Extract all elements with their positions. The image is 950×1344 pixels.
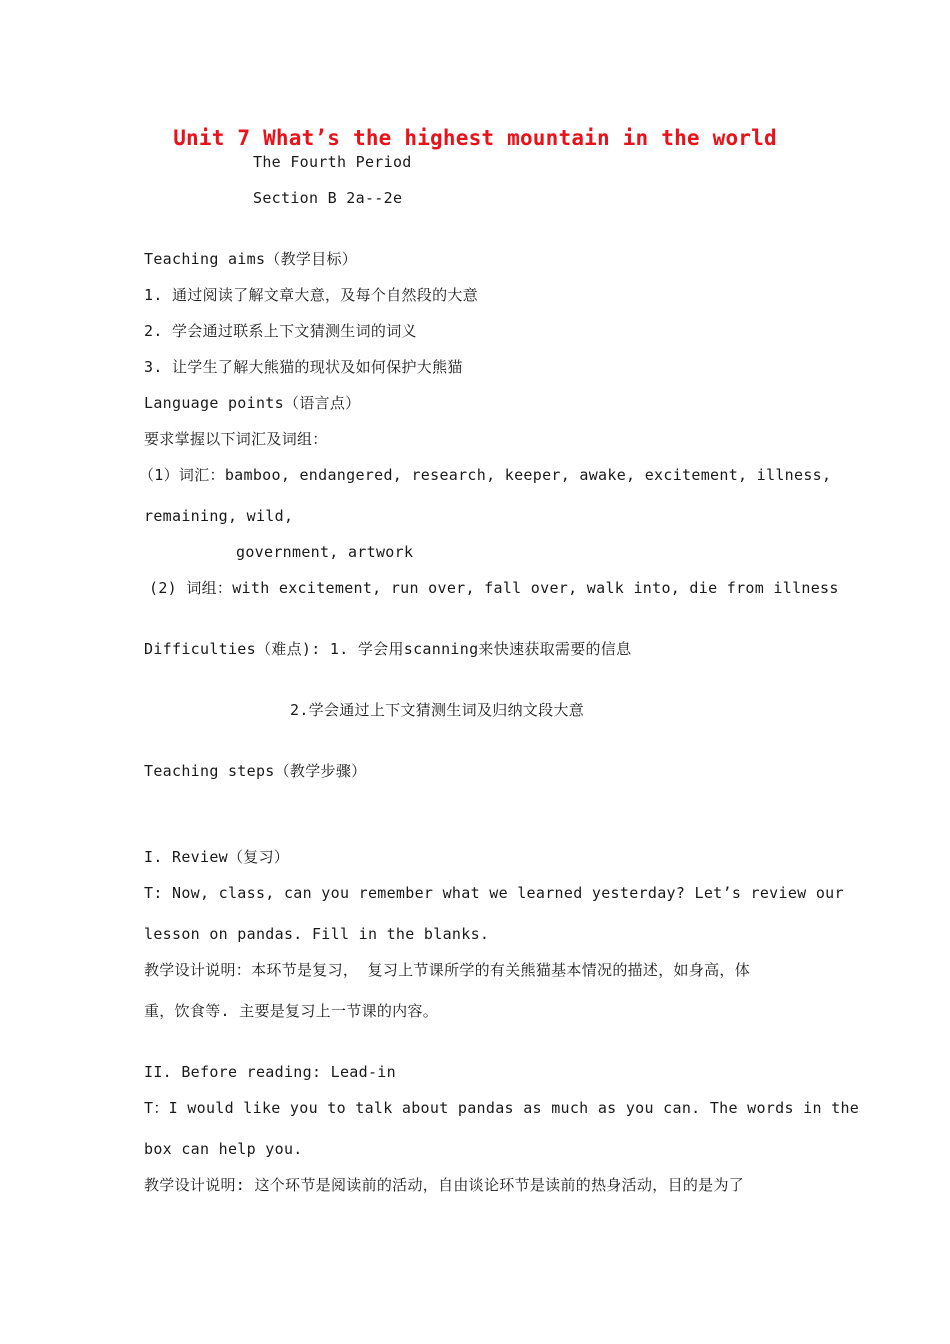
phrases-line: (2) 词组：with excitement, run over, fall over, walk into, die from illness: [149, 579, 839, 597]
review-heading: I. Review（复习）: [144, 848, 290, 866]
vocabulary-line-1: （1）词汇：bamboo, endangered, research, keeper, awake, excitement, illness,: [139, 466, 832, 484]
before-teacher-line-2: box can help you.: [144, 1140, 303, 1158]
aim-item-3: 3. 让学生了解大熊猫的现状及如何保护大熊猫: [144, 358, 463, 376]
aim-item-1: 1. 通过阅读了解文章大意，及每个自然段的大意: [144, 286, 478, 304]
review-teacher-line-1: T: Now, class, can you remember what we learned yesterday? Let’s review our: [144, 884, 844, 902]
aim-item-2: 2. 学会通过联系上下文猜测生词的词义: [144, 322, 417, 340]
teaching-steps-heading: Teaching steps（教学步骤）: [144, 762, 367, 780]
review-teacher-line-2: lesson on pandas. Fill in the blanks.: [144, 925, 490, 943]
review-design-note-line-1: 教学设计说明：本环节是复习， 复习上节课所学的有关熊猫基本情况的描述，如身高，体: [144, 961, 751, 979]
vocabulary-line-2: remaining, wild,: [144, 507, 294, 525]
before-reading-heading: II. Before reading: Lead-in: [144, 1063, 396, 1081]
teaching-aims-heading: Teaching aims（教学目标）: [144, 250, 358, 268]
language-points-heading: Language points（语言点）: [144, 394, 361, 412]
difficulties-line: Difficulties（难点): 1. 学会用scanning来快速获取需要的信息: [144, 640, 632, 658]
review-design-note-line-2: 重，饮食等. 主要是复习上一节课的内容。: [144, 1002, 439, 1020]
before-teacher-line-1: T：I would like you to talk about pandas as much as you can. The words in the: [144, 1099, 860, 1117]
before-design-note-line-1: 教学设计说明: 这个环节是阅读前的活动，自由谈论环节是读前的热身活动，目的是为了: [144, 1176, 745, 1194]
language-requirement: 要求掌握以下词汇及词组：: [144, 430, 328, 448]
section-subtitle: Section B 2a--2e: [253, 189, 403, 207]
difficulties-line-2: 2.学会通过上下文猜测生词及归纳文段大意: [290, 701, 585, 719]
document-title: Unit 7 What’s the highest mountain in the world: [173, 126, 777, 150]
period-subtitle: The Fourth Period: [253, 153, 412, 171]
vocabulary-line-3: government, artwork: [236, 543, 414, 561]
